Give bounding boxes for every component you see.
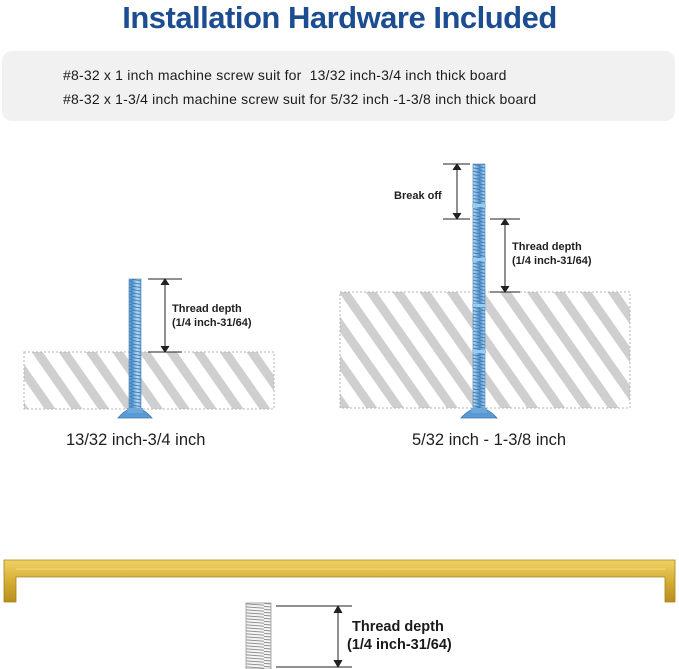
right-thread-depth-label: Thread depth — [512, 241, 582, 253]
handle-thread-dimension — [276, 606, 352, 667]
handle-end-detail — [246, 603, 271, 669]
right-board-caption: 5/32 inch - 1-3/8 inch — [412, 431, 567, 449]
right-thread-depth-range: (1/4 inch-31/64) — [512, 255, 592, 267]
right-breakoff-dimension — [443, 164, 470, 219]
handle-thread-depth-label: Thread depth — [352, 619, 444, 635]
left-thread-depth-label: Thread depth — [172, 303, 242, 315]
spec-line-short-screw: #8-32 x 1 inch machine screw suit for 13/32 inch-3/4 inch thick board — [63, 67, 507, 83]
right-break-off-label: Break off — [394, 190, 442, 202]
left-board — [24, 352, 274, 409]
handle-thread-depth-range: (1/4 inch-31/64) — [347, 637, 452, 653]
spec-line-long-screw: #8-32 x 1-3/4 inch machine screw suit for 5/32 inch -1-3/8 inch thick board — [63, 91, 537, 107]
left-thread-depth-range: (1/4 inch-31/64) — [172, 317, 252, 329]
left-board-caption: 13/32 inch-3/4 inch — [66, 431, 206, 449]
gold-handle — [4, 560, 675, 602]
page-title: Installation Hardware Included — [122, 0, 557, 35]
